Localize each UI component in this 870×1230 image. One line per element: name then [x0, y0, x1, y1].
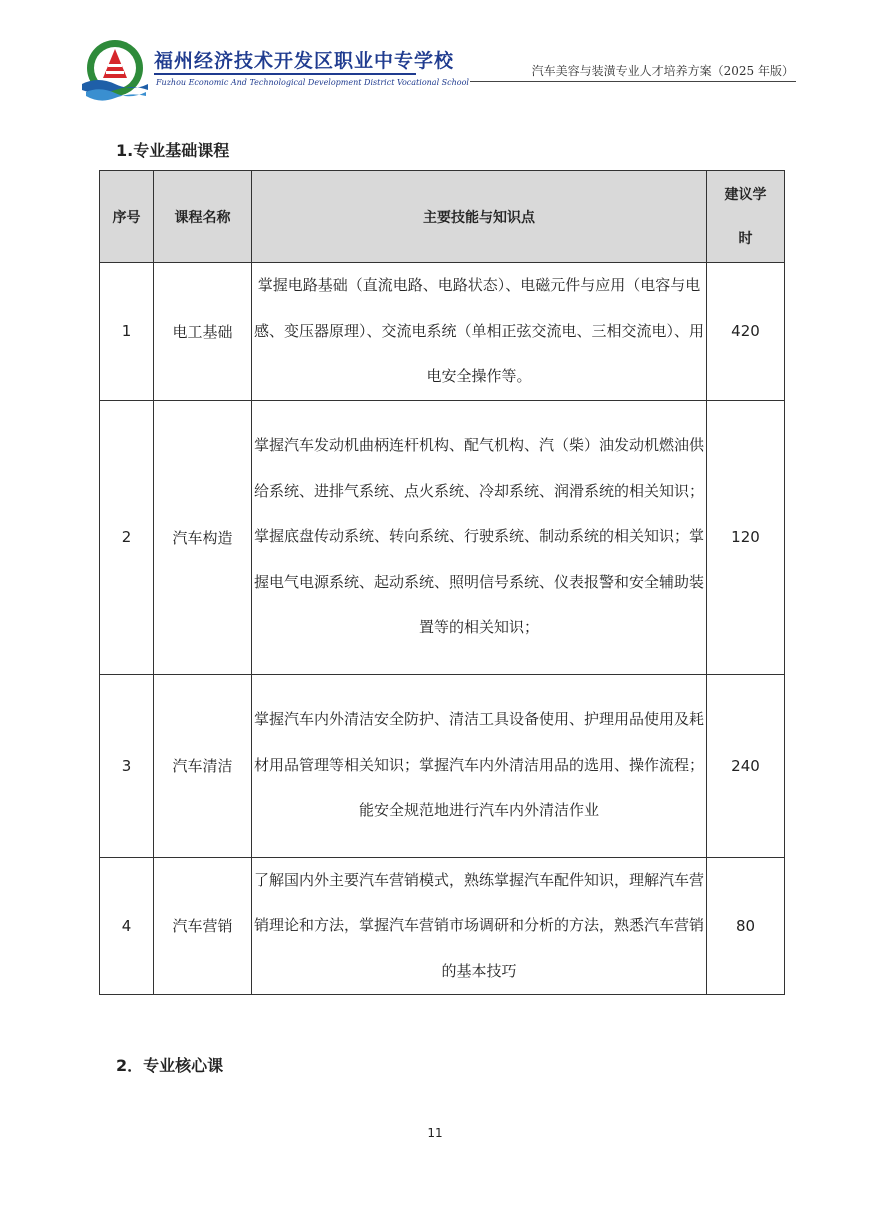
school-name-en: Fuzhou Economic And Technological Development District Vocational School [156, 78, 469, 87]
cell-skills: 掌握汽车内外清洁安全防护、清洁工具设备使用、护理用品使用及耗材用品管理等相关知识；掌握汽车内外清洁用品的选用、操作流程；能安全规范地进行汽车内外清洁作业 [252, 674, 707, 857]
foundation-course-table [99, 170, 785, 995]
table-row [100, 263, 785, 401]
cell-hours: 240 [707, 674, 785, 857]
school-name-underline [154, 73, 416, 75]
header-no: 序号 [100, 171, 154, 263]
cell-course-name: 汽车构造 [154, 400, 252, 674]
cell-no: 3 [100, 674, 154, 857]
header-divider [470, 81, 796, 82]
cell-course-name: 汽车营销 [154, 857, 252, 995]
cell-no: 2 [100, 400, 154, 674]
cell-skills: 了解国内外主要汽车营销模式，熟练掌握汽车配件知识，理解汽车营销理论和方法，掌握汽车营销市场调研和分析的方法，熟悉汽车营销的基本技巧 [252, 857, 707, 995]
section-heading-foundation: 1.专业基础课程 [116, 141, 230, 160]
header-skills: 主要技能与知识点 [252, 171, 707, 263]
cell-hours: 120 [707, 400, 785, 674]
header-course-name: 课程名称 [154, 171, 252, 263]
header-hours: 建议学时 [707, 171, 785, 263]
page-number: 11 [427, 1126, 443, 1140]
cell-no: 4 [100, 857, 154, 995]
page-header [78, 34, 798, 106]
section-heading-core: 2．专业核心课 [116, 1056, 224, 1075]
cell-hours: 420 [707, 263, 785, 401]
cell-skills: 掌握汽车发动机曲柄连杆机构、配气机构、汽（柴）油发动机燃油供给系统、进排气系统、点火系统、冷却系统、润滑系统的相关知识；掌握底盘传动系统、转向系统、行驶系统、制动系统的相关知识；掌握电气电源系统、起动系统、照明信号系统、仪表报警和安全辅助装置等的相关知识； [252, 400, 707, 674]
cell-course-name: 电工基础 [154, 263, 252, 401]
school-name-cn: 福州经济技术开发区职业中专学校 [154, 50, 455, 72]
table-row [100, 674, 785, 857]
cell-skills: 掌握电路基础（直流电路、电路状态）、电磁元件与应用（电容与电感、变压器原理）、交流电系统（单相正弦交流电、三相交流电）、用电安全操作等。 [252, 263, 707, 401]
cell-hours: 80 [707, 857, 785, 995]
cell-no: 1 [100, 263, 154, 401]
table-row [100, 857, 785, 995]
table-row [100, 400, 785, 674]
school-emblem-icon [78, 38, 152, 102]
cell-course-name: 汽车清洁 [154, 674, 252, 857]
document-title: 汽车美容与装潢专业人才培养方案（2025 年版） [531, 64, 794, 78]
table-header-row [100, 171, 785, 263]
